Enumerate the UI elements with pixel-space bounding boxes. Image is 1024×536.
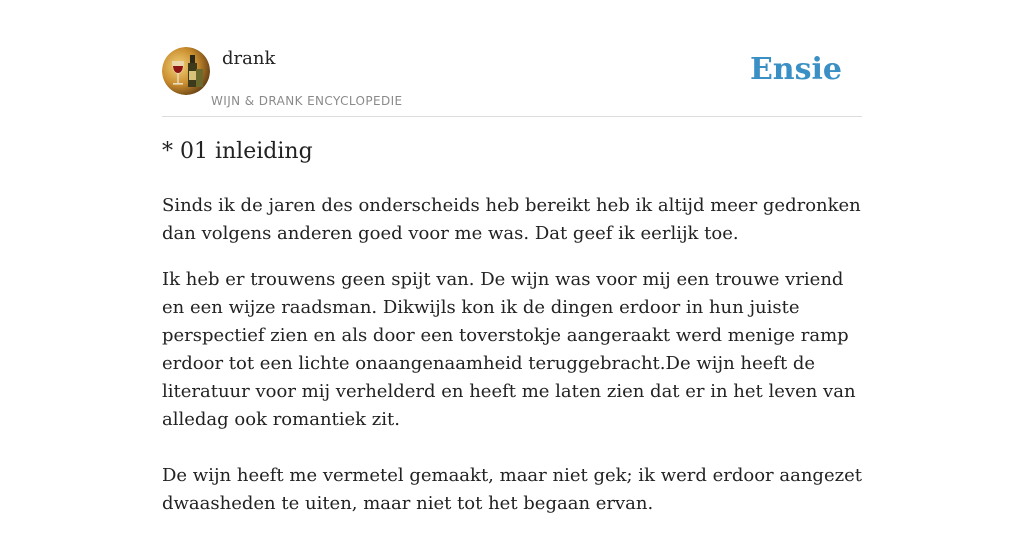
page-title: * 01 inleiding (162, 139, 313, 164)
category-avatar[interactable] (162, 47, 210, 95)
article-body (162, 192, 866, 536)
site-header (162, 46, 862, 117)
paragraph: Ik heb er trouwens geen spijt van. De wijn was voor mij een trouwe vriend en een wijze raadsman. Dikwijls kon ik de dingen erdoor in hun juiste perspectief zien en als door een toverstokje aangeraakt werd menige ramp erdoor tot een lichte onaangenaamheid teruggebracht.De wijn heeft de literatuur voor mij verhelderd en heeft me laten zien dat er in het leven van alledag ook romantiek zit. (162, 269, 856, 430)
wine-glass-bottle-icon (162, 47, 210, 95)
site-subtitle[interactable]: WIJN & DRANK ENCYCLOPEDIE (211, 94, 403, 108)
brand-logo[interactable]: Ensie (749, 52, 842, 87)
site-name[interactable]: drank (222, 48, 276, 69)
paragraph: De wijn heeft me vermetel gemaakt, maar niet gek; ik werd erdoor aangezet dwaasheden te uiten, maar niet tot het begaan ervan. (162, 465, 862, 514)
paragraph: Sinds ik de jaren des onderscheids heb bereikt heb ik altijd meer gedronken dan volgens anderen goed voor me was. Dat geef ik eerlijk toe. (162, 195, 861, 244)
